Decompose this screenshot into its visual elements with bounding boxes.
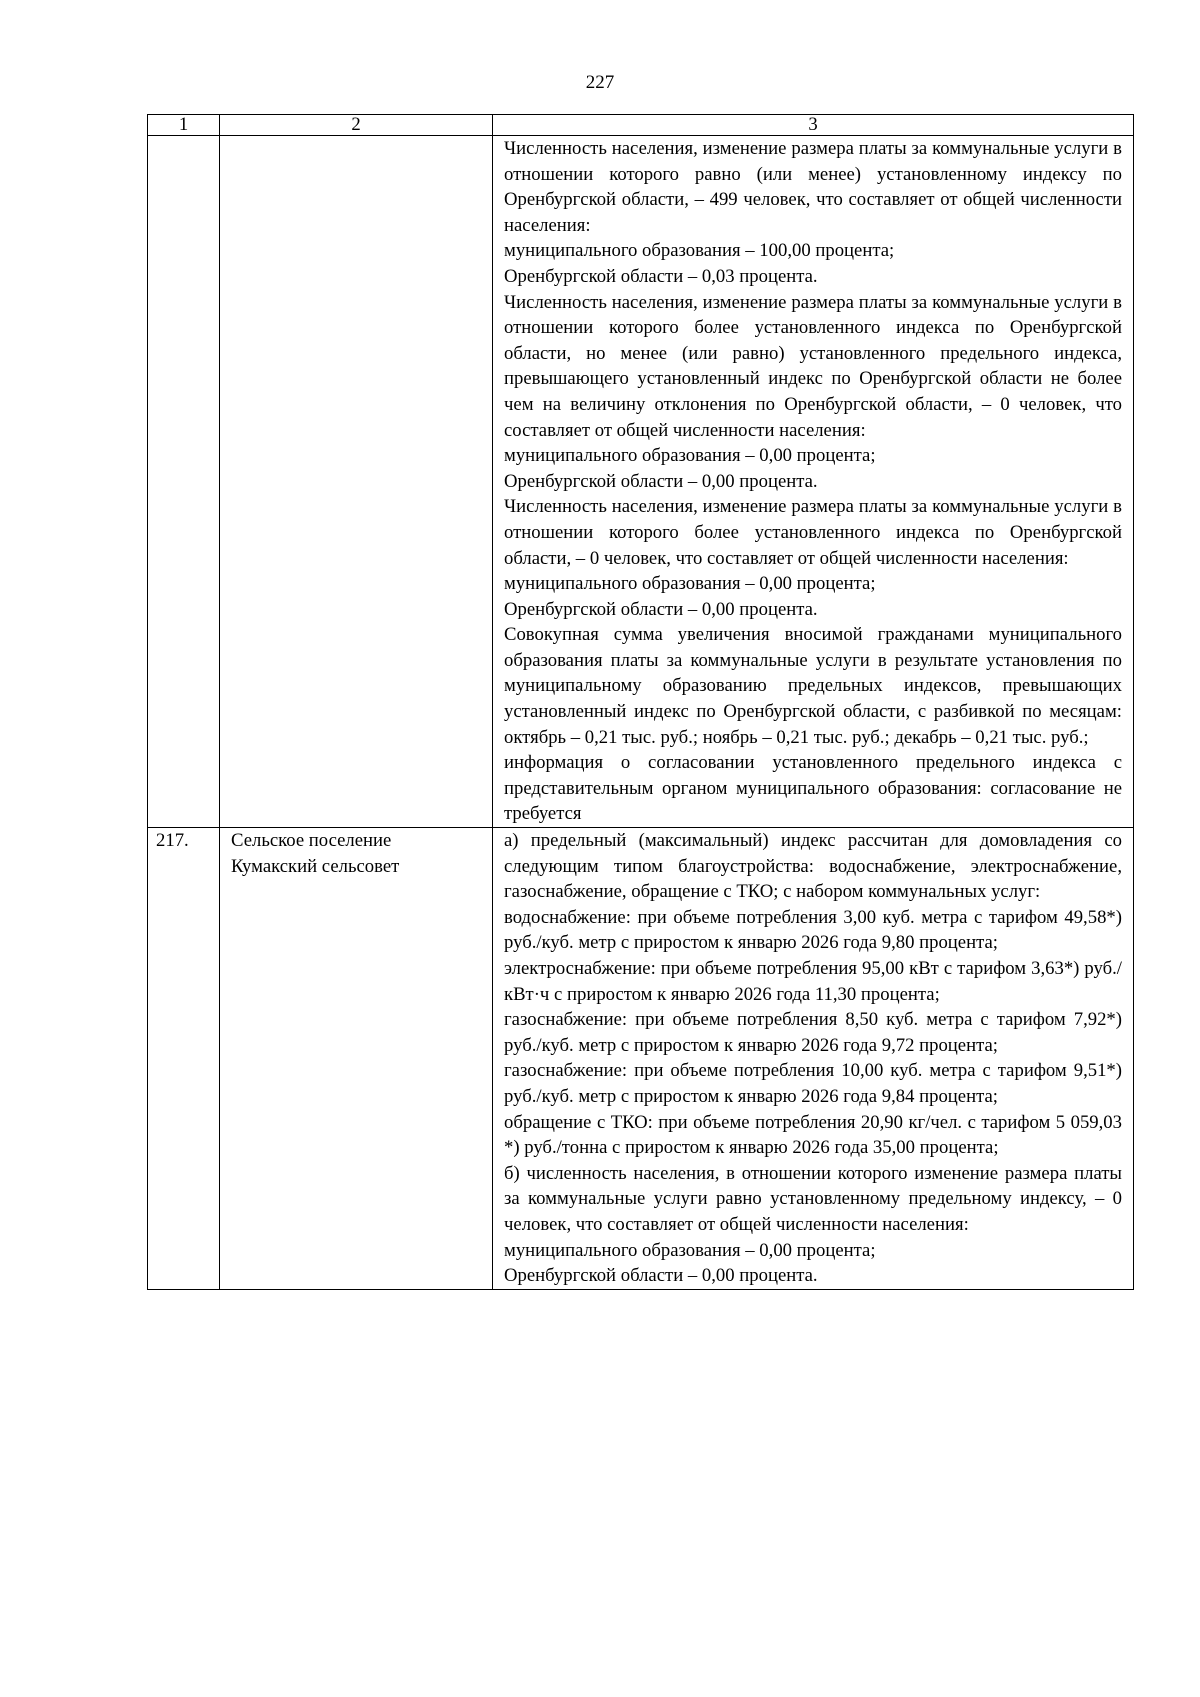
row-content: [493, 136, 1134, 828]
paragraph: муниципального образования – 0,00 процента;: [504, 1239, 876, 1261]
paragraph: водоснабжение: при объеме потребления 3,00 куб. метра с тарифом 49,58*) руб./куб. метр с приростом к январю 2026 года 9,80 процента;: [504, 906, 1122, 954]
paragraph: обращение с ТКО: при объеме потребления 20,90 кг/чел. с тарифом 5 059,03 *) руб./тонна с приростом к январю 2026 года 35,00 процента;: [504, 1111, 1122, 1159]
paragraph: б) численность населения, в отношении которого изменение размера платы за коммунальные услуги равно установленному предельному индексу, – 0 человек, что составляет от общей численности населения:: [504, 1162, 1122, 1235]
paragraph: электроснабжение: при объеме потребления 95,00 кВт с тарифом 3,63*) руб./кВт·ч с приростом к январю 2026 года 11,30 процента;: [504, 958, 1122, 1005]
row-number: [148, 136, 220, 828]
paragraph: муниципального образования – 0,00 процента;: [504, 445, 876, 467]
header-col-2: 2: [220, 115, 493, 136]
table-header-row: [148, 115, 1134, 136]
paragraph: Оренбургской области – 0,00 процента.: [504, 470, 818, 492]
page-number: 227: [585, 72, 615, 93]
row-name-line: Кумакский сельсовет: [231, 855, 400, 877]
row-number: 217.: [148, 828, 220, 1290]
paragraph: Численность населения, изменение размера платы за коммунальные услуги в отношении которого более установленного индекса по Оренбургской области, но менее (или равно) установленного предельного индекса, превышающего установленный индекс по Оренбургской области не более чем на величину отклонения по Оренбургской области, – 0 человек, что составляет от общей численности населения:: [504, 291, 1122, 441]
paragraph: Оренбургской области – 0,00 процента.: [504, 598, 818, 620]
table-row: [148, 828, 1134, 1290]
row-content: [493, 828, 1134, 1290]
paragraph: Оренбургской области – 0,00 процента.: [504, 1265, 818, 1287]
paragraph: газоснабжение: при объеме потребления 8,50 куб. метра с тарифом 7,92*) руб./куб. метр с приростом к январю 2026 года 9,72 процента;: [504, 1009, 1122, 1056]
document-table: [147, 114, 1134, 1290]
paragraph: муниципального образования – 0,00 процента;: [504, 573, 876, 595]
table-row: [148, 136, 1134, 828]
paragraph: Численность населения, изменение размера платы за коммунальные услуги в отношении которого более установленного индекса по Оренбургской области, – 0 человек, что составляет от общей численности населения:: [504, 496, 1122, 569]
row-name: [220, 136, 493, 828]
paragraph: Совокупная сумма увеличения вносимой гражданами муниципального образования платы за коммунальные услуги в результате установления по муниципальному образованию предельных индексов, превышающих установленный индекс по Оренбургской области, с разбивкой по месяцам: октябрь – 0,21 тыс. руб.; ноябрь – 0,21 тыс. руб.; декабрь – 0,21 тыс. руб.;: [504, 624, 1122, 748]
header-col-1: 1: [148, 115, 220, 136]
paragraph: Численность населения, изменение размера платы за коммунальные услуги в отношении которого равно (или менее) установленному индексу по Оренбургской области, – 499 человек, что составляет от общей численности населения:: [504, 138, 1122, 236]
row-name: [220, 828, 493, 1290]
paragraph: а) предельный (максимальный) индекс рассчитан для домовладения со следующим типом благоустройства: водоснабжение, электроснабжение, газоснабжение, обращение с ТКО; с набором коммунальных услуг:: [504, 830, 1122, 903]
paragraph: газоснабжение: при объеме потребления 10,00 куб. метра с тарифом 9,51*) руб./куб. метр с приростом к январю 2026 года 9,84 процента;: [504, 1060, 1122, 1107]
paragraph: Оренбургской области – 0,03 процента.: [504, 265, 818, 287]
row-name-line: Сельское поселение: [231, 830, 392, 852]
paragraph: информация о согласовании установленного предельного индекса с представительным органом муниципального образования: согласование не требуется: [504, 752, 1122, 825]
paragraph: муниципального образования – 100,00 процента;: [504, 240, 895, 262]
header-col-3: 3: [493, 115, 1134, 136]
